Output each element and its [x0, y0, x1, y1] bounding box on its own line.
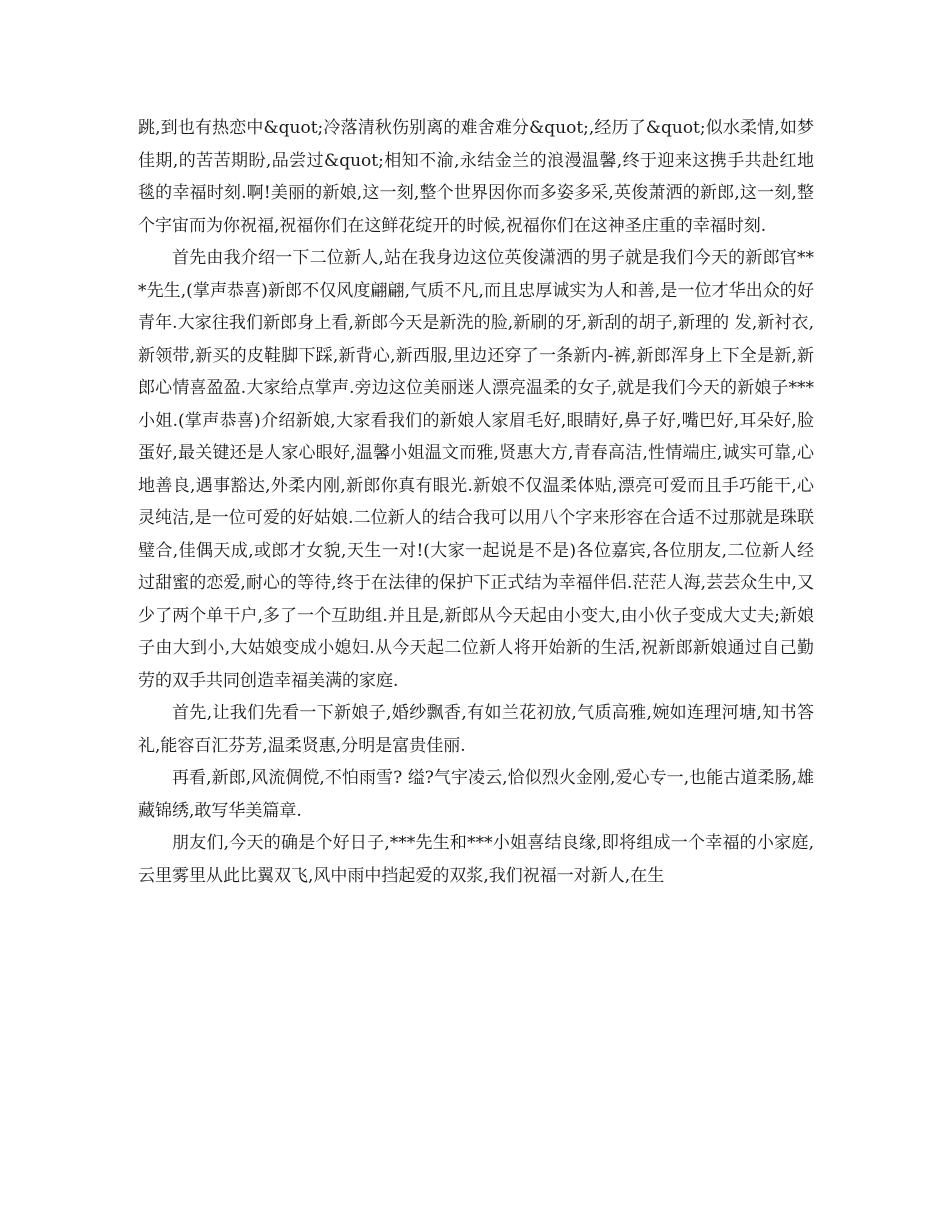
paragraph-groom: 再看,新郎,风流倜傥,不怕雨雪? 缢?气宇凌云,恰似烈火金刚,爱心专一,也能古道柔肠,雄藏锦绣,敢写华美篇章.: [138, 768, 814, 821]
paragraph-continued: 跳,到也有热恋中&quot;冷落清秋伤别离的难舍难分&quot;,经历了&quot;似水柔情,如梦佳期,的苦苦期盼,品尝过&quot;相知不渝,永结金兰的浪漫温馨,终于迎来这携手共赴红地毯的幸福时刻.啊!美丽的新娘,这一刻,整个世界因你而多姿多采,英俊萧洒的新郎,这一刻,整个宇宙而为你祝福,祝福你们在这鲜花绽开的时候,祝福你们在这神圣庄重的幸福时刻.: [138, 118, 814, 236]
paragraph-introduce-couple: 首先由我介绍一下二位新人,站在我身边这位英俊潇洒的男子就是我们今天的新郎官***先生,(掌声恭喜)新郎不仅风度翩翩,气质不凡,而且忠厚诚实为人和善,是一位才华出众的好青年.大家往我们新郎身上看,新郎今天是新洗的脸,新刷的牙,新刮的胡子,新理的 发,新衬衣,新领带,新买的皮鞋脚下踩,新背心,新西服,里边还穿了一条新内-裤,新郎浑身上下全是新,新郎心情喜盈盈.大家给点掌声.旁边这位美丽迷人漂亮温柔的女子,就是我们今天的新娘子***小姐.(掌声恭喜)介绍新娘,大家看我们的新娘人家眉毛好,眼睛好,鼻子好,嘴巴好,耳朵好,脸蛋好,最关键还是人家心眼好,温馨小姐温文而雅,贤惠大方,青春高洁,性情端庄,诚实可靠,心地善良,遇事豁达,外柔内刚,新郎你真有眼光.新娘不仅温柔体贴,漂亮可爱而且手巧能干,心灵纯洁,是一位可爱的好姑娘.二位新人的结合我可以用八个字来形容在合适不过那就是珠联璧合,佳偶天成,或郎才女貌,天生一对!(大家一起说是不是)各位嘉宾,各位朋友,二位新人经过甜蜜的恋爱,耐心的等待,终于在法律的保护下正式结为幸福伴侣.茫茫人海,芸芸众生中,又少了两个单干户,多了一个互助组.并且是,新郎从今天起由小变大,由小伙子变成大丈夫;新娘子由大到小,大姑娘变成小媳妇.从今天起二位新人将开始新的生活,祝新郎新娘通过自己勤劳的双手共同创造幸福美满的家庭.: [138, 248, 814, 691]
document-body: [138, 112, 814, 892]
paragraph-bride: 首先,让我们先看一下新娘子,婚纱飘香,有如兰花初放,气质高雅,婉如连理河塘,知书答礼,能容百汇芬芳,温柔贤惠,分明是富贵佳丽.: [138, 703, 814, 756]
paragraph-blessing: 朋友们,今天的确是个好日子,***先生和***小姐喜结良缘,即将组成一个幸福的小家庭,云里雾里从此比翼双飞,风中雨中挡起爱的双浆,我们祝福一对新人,在生: [138, 833, 814, 886]
